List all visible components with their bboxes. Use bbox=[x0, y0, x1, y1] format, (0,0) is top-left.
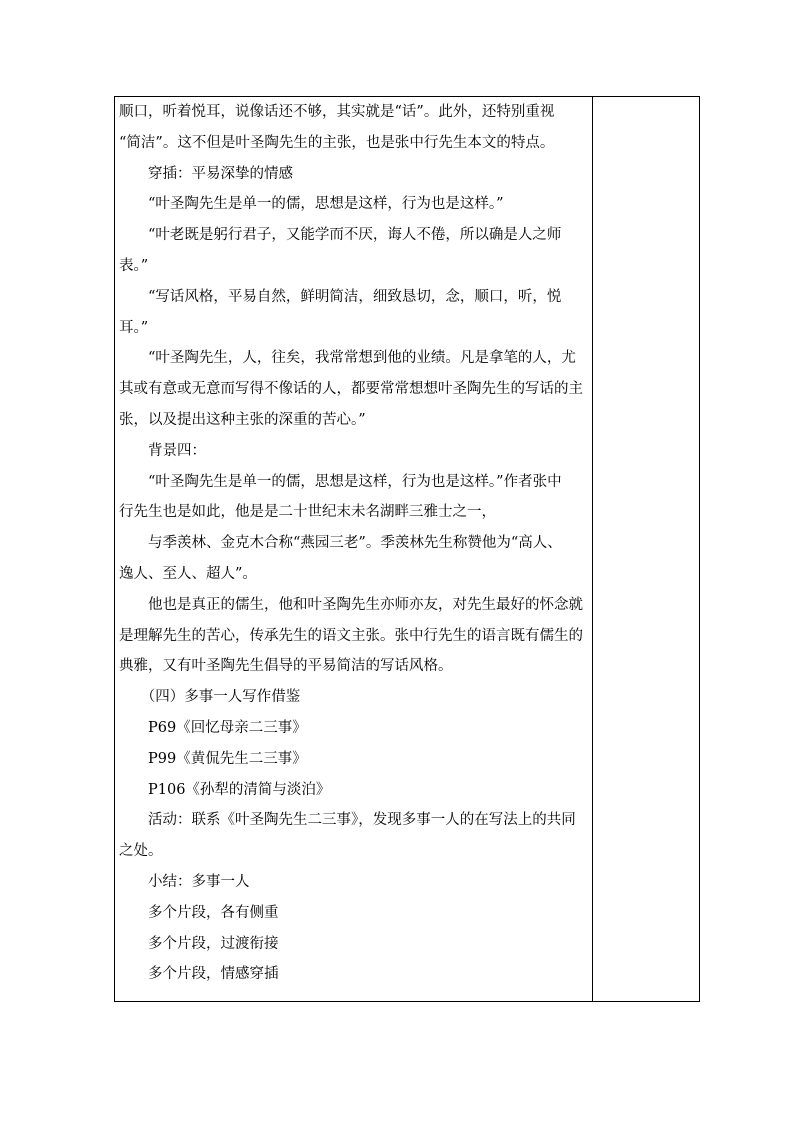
text-line: 多个片段，各有侧重 bbox=[119, 904, 279, 921]
text-line: 其或有意或无意而写得不像话的人，都要常常想想叶圣陶先生的写话的主 bbox=[119, 381, 583, 398]
text-line: 小结：多事一人 bbox=[119, 873, 250, 890]
text-line: 多个片段，情感穿插 bbox=[119, 966, 279, 983]
notes-cell bbox=[593, 97, 699, 1001]
text-line: 耳。” bbox=[119, 319, 149, 336]
text-line: P69《回忆母亲二三事》 bbox=[119, 719, 307, 736]
text-line: “叶老既是躬行君子，又能学而不厌，诲人不倦，所以确是人之师 bbox=[119, 227, 562, 244]
text-line: 表。” bbox=[119, 257, 149, 274]
text-line: 典雅，又有叶圣陶先生倡导的平易简洁的写话风格。 bbox=[119, 658, 453, 675]
text-line: 多个片段，过渡衔接 bbox=[119, 935, 279, 952]
text-line: “叶圣陶先生是单一的儒，思想是这样，行为也是这样。”作者张中 bbox=[119, 473, 562, 490]
content-cell bbox=[115, 97, 593, 1001]
text-line: “写话风格，平易自然，鲜明简洁，细致恳切，念，顺口，听，悦 bbox=[119, 288, 562, 305]
text-line: 之处。 bbox=[119, 843, 163, 860]
text-line: 逸人、至人、超人”。 bbox=[119, 565, 257, 582]
text-line: 背景四： bbox=[119, 442, 206, 459]
text-line: “叶圣陶先生，人，往矣，我常常想到他的业绩。凡是拿笔的人，尤 bbox=[119, 350, 576, 367]
text-line: P106《孙犁的清简与淡泊》 bbox=[119, 781, 331, 798]
text-line: 穿插：平易深挚的情感 bbox=[119, 165, 293, 182]
text-line: P99《黄侃先生二三事》 bbox=[119, 750, 307, 767]
text-line: 张，以及提出这种主张的深重的苦心。” bbox=[119, 411, 366, 428]
document-table bbox=[114, 96, 700, 1002]
text-block bbox=[119, 97, 591, 990]
text-line: “简洁”。这不但是叶圣陶先生的主张，也是张中行先生本文的特点。 bbox=[119, 134, 555, 151]
text-line: “叶圣陶先生是单一的儒，思想是这样，行为也是这样。” bbox=[119, 196, 504, 213]
text-line: 他也是真正的儒生，他和叶圣陶先生亦师亦友，对先生最好的怀念就 bbox=[119, 596, 583, 613]
text-line: 行先生也是如此，他是是二十世纪末未名湖畔三雅士之一， bbox=[119, 504, 496, 521]
text-line: 活动：联系《叶圣陶先生二三事》，发现多事一人的在写法上的共同 bbox=[119, 812, 576, 829]
text-line: 顺口，听着悦耳，说像话还不够，其实就是“话”。此外，还特别重视 bbox=[119, 104, 555, 120]
text-line: 与季羡林、金克木合称“燕园三老”。季羡林先生称赞他为“高人、 bbox=[119, 535, 562, 552]
text-line: 是理解先生的苦心，传承先生的语文主张。张中行先生的语言既有儒生的 bbox=[119, 627, 583, 644]
text-line: （四）多事一人写作借鉴 bbox=[119, 689, 301, 706]
